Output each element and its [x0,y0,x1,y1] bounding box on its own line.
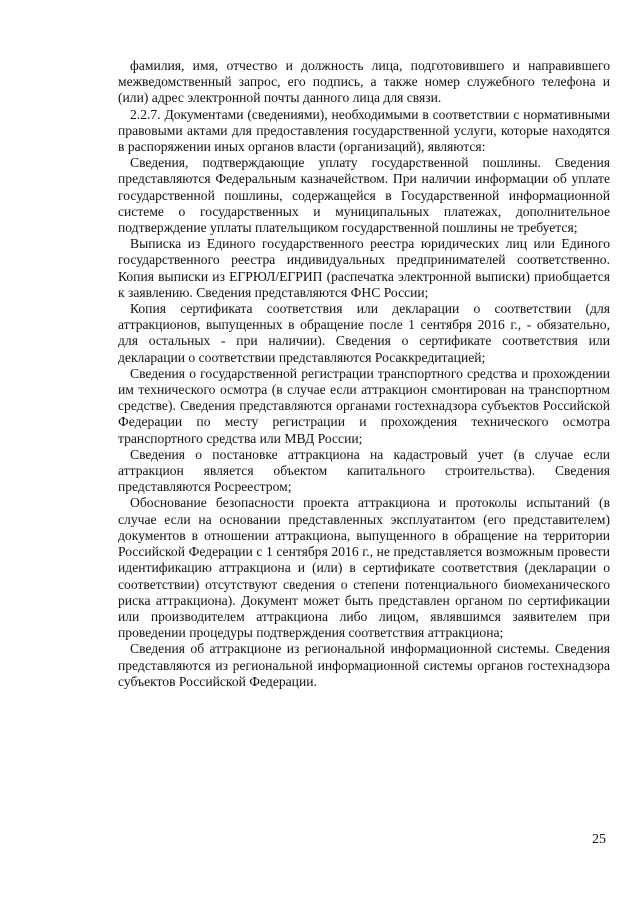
paragraph-egrul-extract: Выписка из Единого государственного реестра юридических лиц или Единого государственного реестра индивидуальных предпринимателей соответственно. Копия выписки из ЕГРЮЛ/ЕГРИП (распечатка электронной выписки) приобщается к заявлению. Сведения представляются ФНС России; [118,236,610,300]
paragraph-2-2-7: 2.2.7. Документами (сведениями), необходимыми в соответствии с нормативными правовыми актами для предоставления государственной услуги, которые находятся в распоряжении иных органов власти (организаций), являются: [118,106,610,155]
paragraph-safety-justification: Обоснование безопасности проекта аттракциона и протоколы испытаний (в случае если на основании представленных эксплуатантом (его представителем) документов в отношении аттракциона, выпущенного в обращение на территории Российской Федерации с 1 сентября 2016 г., не представляется возможным провести идентификацию аттракциона и (или) в сертификате соответствия (декларации о соответствии) отсутствуют сведения о степени потенциального биомеханического риска аттракциона). Документ может быть представлен органом по сертификации или производителем аттракциона либо лицом, являвшимся заявителем при проведении процедуры подтверждения соответствия аттракциона; [118,495,610,641]
paragraph-vehicle-registration: Сведения о государственной регистрации транспортного средства и прохождении им технического осмотра (в случае если аттракцион смонтирован на транспортном средстве). Сведения представляются органами гостехнадзора субъектов Российской Федерации по месту регистрации и прохождения технического осмотра транспортного средства или МВД России; [118,365,610,446]
paragraph-requester-details: фамилия, имя, отчество и должность лица, подготовившего и направившего межведомственный запрос, его подпись, а также номер служебного телефона и (или) адрес электронной почты данного лица для связи. [118,58,610,106]
paragraph-certificate: Копия сертификата соответствия или декларации о соответствии (для аттракционов, выпущенных в обращение после 1 сентября 2016 г., - обязательно, для остальных - при наличии). Сведения о сертификате соответствия или декларации о соответствии представляются Росаккредитацией; [118,301,610,365]
document-body [118,58,610,690]
paragraph-regional-system: Сведения об аттракционе из региональной информационной системы. Сведения представляются из региональной информационной системы органов гостехнадзора субъектов Российской Федерации. [118,641,610,689]
paragraph-cadastral: Сведения о постановке аттракциона на кадастровый учет (в случае если аттракцион является объектом капитального строительства). Сведения представляются Росреестром; [118,446,610,495]
paragraph-state-duty: Сведения, подтверждающие уплату государственной пошлины. Сведения представляются Федеральным казначейством. При наличии информации об уплате государственной пошлины, содержащейся в Государственной информационной системе о государственных и муниципальных платежах, дополнительное подтверждение уплаты плательщиком государственной пошлины не требуется; [118,155,610,236]
page-number: 25 [592,832,606,847]
